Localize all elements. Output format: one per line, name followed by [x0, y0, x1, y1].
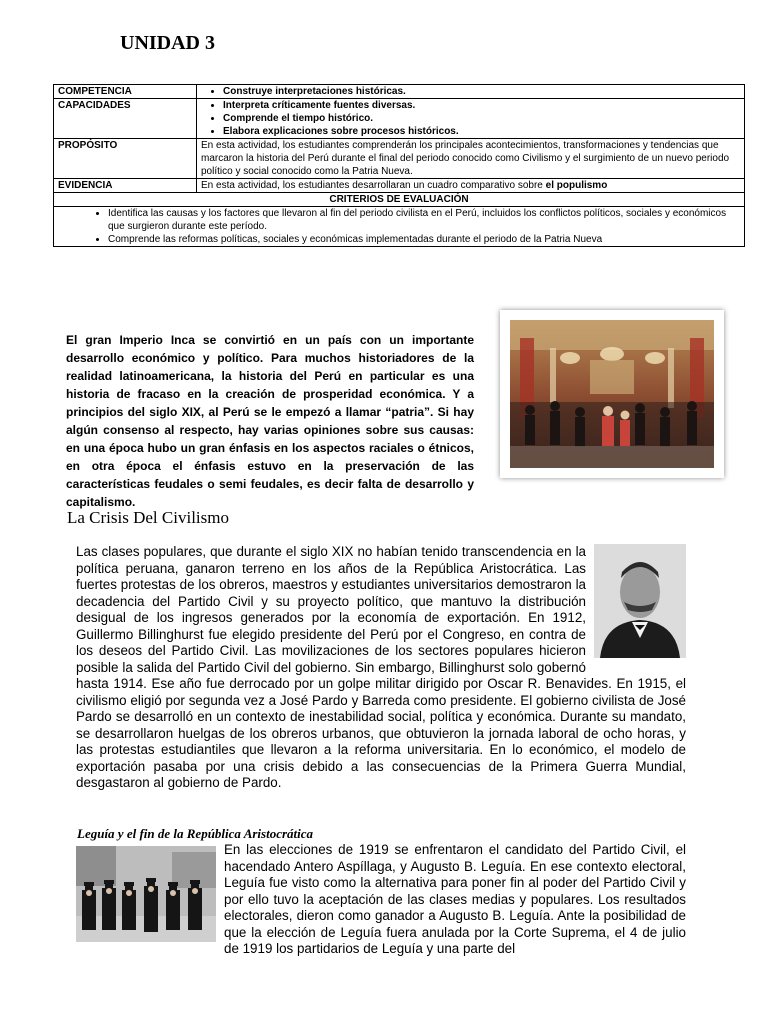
criterios-header-row: [54, 193, 745, 207]
criterios-header: CRITERIOS DE EVALUACIÓN: [54, 193, 745, 207]
capacidades-row: [54, 99, 745, 139]
criterio-item: • Identifica las causas y los factores que llevaron al fin del periodo civilista en el Perú, incluidos los conflictos políticos, sociales y económicos que surgieron durante este período.: [108, 207, 740, 233]
leguia-section-title: Leguía y el fin de la República Aristocrática: [77, 826, 314, 841]
proposito-text: En esta actividad, los estudiantes comprenderán los principales acontecimientos, transformaciones y tendencias que marcaron la historia del Perú durante el final del periodo conocido como Civilismo y el surgimiento de un nuevo periodo político y social conocido como la Patria Nueva.: [197, 139, 745, 179]
proposito-row: [54, 139, 745, 179]
capacidad-item: • Interpreta críticamente fuentes diversas.: [223, 99, 740, 112]
competencia-label: COMPETENCIA: [54, 85, 197, 99]
ballroom-painting-illustration: [510, 320, 714, 468]
evidencia-row: [54, 179, 745, 193]
crisis-section-title: La Crisis Del Civilismo: [67, 508, 229, 527]
leguia-supporters-photo: [76, 846, 216, 942]
capacidad-item: • Elabora explicaciones sobre procesos históricos.: [223, 125, 740, 138]
billinghurst-portrait-image: [594, 544, 686, 658]
competencia-row: [54, 85, 745, 99]
evidencia-label: EVIDENCIA: [54, 179, 197, 193]
leguia-section: [76, 842, 686, 958]
ballroom-painting-image: [500, 310, 724, 478]
unit-info-table: [53, 84, 745, 247]
evidencia-bold: el populismo: [545, 180, 608, 191]
crisis-section: [76, 544, 686, 792]
criterios-row: [54, 207, 745, 247]
capacidad-item: • Comprende el tiempo histórico.: [223, 112, 740, 125]
criterio-item: • Comprende las reformas políticas, sociales y económicas implementadas durante el periodo de la Patria Nueva: [108, 233, 740, 246]
unit-title: UNIDAD 3: [120, 32, 215, 54]
competencia-item: • Construye interpretaciones históricas.: [223, 85, 740, 98]
capacidades-label: CAPACIDADES: [54, 99, 197, 139]
crisis-paragraph: Las clases populares, que durante el siglo XIX no habían tenido transcendencia en la política peruana, ganaron terreno en los años de la República Aristocrática. Las fuertes protestas de los obreros, maestros y estudiantes universitarios demostraron la decadencia del Partido Civil y su proyecto político, que mantuvo la distribución desigual de los ingresos generados por la economía de exportación. En 1912, Guillermo Billinghurst fue elegido presidente del Perú por el Congreso, en contra de los deseos del Partido Civil. Las movilizaciones de los sectores populares hicieron posible la salida del Partido Civil del gobierno. Sin embargo, Billinghurst solo gobernó hasta 1914. Ese año fue derrocado por un golpe militar dirigido por Oscar R. Benavides. En 1915, el civilismo eligió por segunda vez a José Pardo y Barreda como presidente. El gobierno civilista de José Pardo se desarrolló en un contexto de inestabilidad social, política y económica. Durante su mandato, se desarrollaron huelgas de los obreros urbanos, que obtuvieron la jornada laboral de ocho horas, y las protestas estudiantiles que llevaron a la reforma universitaria. En lo económico, el modelo de exportación pasaba por una crisis debido a las consecuencias de la Primera Guerra Mundial, desgastaron al gobierno de Pardo.: [76, 544, 686, 790]
intro-paragraph: El gran Imperio Inca se convirtió en un país con un importante desarrollo económico y político. Para muchos historiadores de la realidad latinoamericana, la historia del Perú en particular es una historia de fracaso en la creación de prosperidad económica. Y a principios del siglo XIX, al Perú se le empezó a llamar “patria”. Si hay algún consenso al respecto, hay varias opiniones sobre sus causas: en una época hubo un gran énfasis en los aspectos raciales o étnicos, en otra época el énfasis estuvo en la preservación de las características feudales o semi feudales, es decir falta de desarrollo y capitalismo.: [66, 333, 474, 509]
leguia-paragraph: En las elecciones de 1919 se enfrentaron el candidato del Partido Civil, el hacendado Antero Aspíllaga, y Augusto B. Leguía. En ese contexto electoral, Leguía fue visto como la alternativa para poner fin al poder del Partido Civil y por ello tuvo la aceptación de las clases medias y populares. Los resultados electorales, dieron como ganador a Augusto B. Leguía. Ante la posibilidad de que la elección de Leguía fuera anulada por la Corte Suprema, el 4 de julio de 1919 los partidarios de Leguía y una parte del: [224, 842, 686, 956]
evidencia-text: En esta actividad, los estudiantes desarrollaran un cuadro comparativo sobre: [201, 180, 546, 191]
proposito-label: PROPÓSITO: [54, 139, 197, 179]
